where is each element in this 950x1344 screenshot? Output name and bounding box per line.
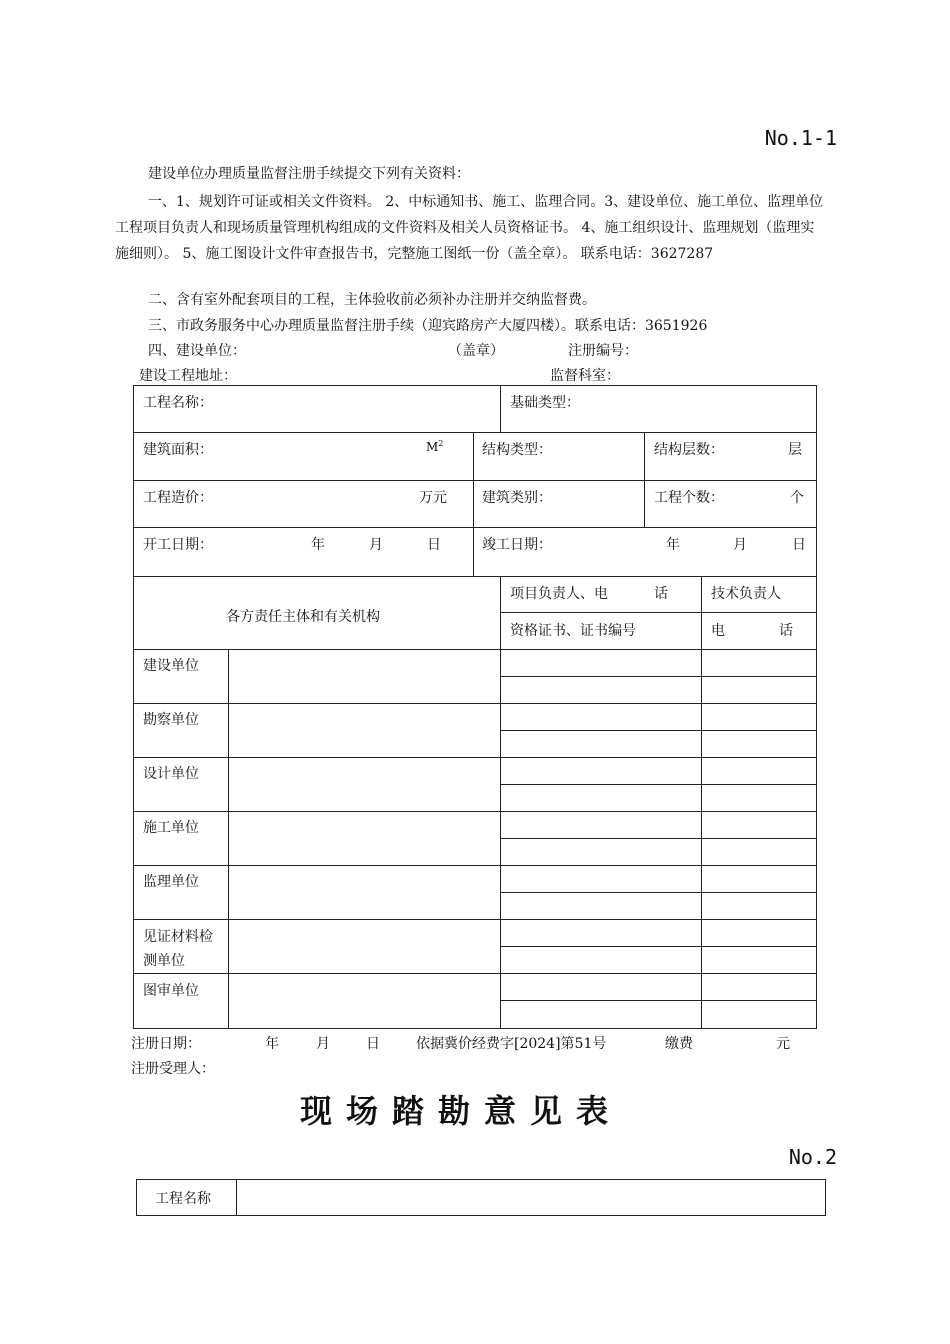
cert-number-header: 资格证书、证书编号 bbox=[510, 623, 636, 639]
completion-date-label: 竣工日期： bbox=[482, 537, 552, 553]
phone-header-2: 话 bbox=[779, 623, 793, 639]
fee-unit: 元 bbox=[776, 1036, 790, 1052]
unit-label: 建设单位 bbox=[143, 658, 199, 674]
registration-number-label: 注册编号： bbox=[568, 343, 638, 359]
seal-label: （盖章） bbox=[448, 343, 504, 359]
structure-type-label: 结构类型： bbox=[482, 442, 552, 458]
requirement-item-1: 一、1、规划许可证或相关文件资料。 2、中标通知书、施工、监理合同。3、建设单位、施工单位、监理单位工程项目负责人和现场质量管理机构组成的文件资料及相关人员资格证书。 4、施工组织设计、监理规划（监理实施细则）。 5、施工图设计文件审查报告书，完整施工图纸一份（盖全章）。 联系电话：3627287 bbox=[115, 194, 824, 262]
unit-label: 勘察单位 bbox=[143, 712, 199, 728]
unit-label: 图审单位 bbox=[143, 983, 199, 999]
start-month: 月 bbox=[369, 537, 383, 553]
start-date-label: 开工日期： bbox=[143, 537, 213, 553]
requirement-item-3: 三、市政务服务中心办理质量监督注册手续（迎宾路房产大厦四楼）。联系电话：3651926 bbox=[148, 318, 708, 334]
phone-header: 电 bbox=[711, 623, 725, 639]
form-number: No.1-1 bbox=[764, 126, 837, 150]
project-address-label: 建设工程地址： bbox=[139, 368, 237, 384]
project-name-label-2: 工程名称 bbox=[155, 1191, 211, 1207]
start-day: 日 bbox=[427, 537, 441, 553]
project-cost-label: 工程造价： bbox=[143, 490, 213, 506]
unit-label: 施工单位 bbox=[143, 820, 199, 836]
registration-date-label: 注册日期： bbox=[131, 1036, 201, 1052]
building-class-label: 建筑类别： bbox=[482, 490, 552, 506]
floor-area-label: 建筑面积： bbox=[143, 442, 213, 458]
unit-label: 见证材料检 bbox=[143, 929, 213, 945]
start-year: 年 bbox=[311, 537, 325, 553]
unit-label: 设计单位 bbox=[143, 766, 199, 782]
end-year: 年 bbox=[666, 537, 680, 553]
unit-label: 监理单位 bbox=[143, 874, 199, 890]
requirement-item-2: 二、含有室外配套项目的工程，主体验收前必须补办注册并交纳监督费。 bbox=[148, 292, 596, 308]
project-count-label: 工程个数： bbox=[654, 490, 724, 506]
structure-floors-label: 结构层数： bbox=[654, 442, 724, 458]
pm-phone-header-2: 话 bbox=[654, 586, 668, 602]
fee-paid-label: 缴费 bbox=[665, 1036, 693, 1052]
foundation-type-label: 基础类型： bbox=[510, 395, 580, 411]
fee-basis: 依据冀价经费字[2024]第51号 bbox=[416, 1036, 607, 1052]
form-number-2: No.2 bbox=[788, 1145, 837, 1169]
intro-text: 建设单位办理质量监督注册手续提交下列有关资料： bbox=[148, 166, 470, 182]
page-title: 现场踏勘意见表 bbox=[300, 1092, 623, 1130]
registration-day: 日 bbox=[366, 1036, 380, 1052]
project-name-label: 工程名称： bbox=[143, 395, 213, 411]
tech-lead-header: 技术负责人 bbox=[711, 586, 781, 602]
pm-phone-header: 项目负责人、电 bbox=[510, 586, 608, 602]
area-unit: $M^2$ bbox=[426, 439, 444, 454]
parties-header: 各方责任主体和有关机构 bbox=[226, 609, 380, 625]
count-unit: 个 bbox=[790, 490, 804, 506]
unit-label-line2: 测单位 bbox=[143, 953, 185, 969]
receiver-label: 注册受理人： bbox=[131, 1061, 215, 1077]
floors-unit: 层 bbox=[788, 442, 802, 458]
end-day: 日 bbox=[792, 537, 806, 553]
registration-year: 年 bbox=[265, 1036, 279, 1052]
end-month: 月 bbox=[733, 537, 747, 553]
construction-unit-label: 四、建设单位： bbox=[148, 343, 246, 359]
supervision-office-label: 监督科室： bbox=[550, 368, 620, 384]
registration-month: 月 bbox=[316, 1036, 330, 1052]
cost-unit: 万元 bbox=[419, 490, 447, 506]
